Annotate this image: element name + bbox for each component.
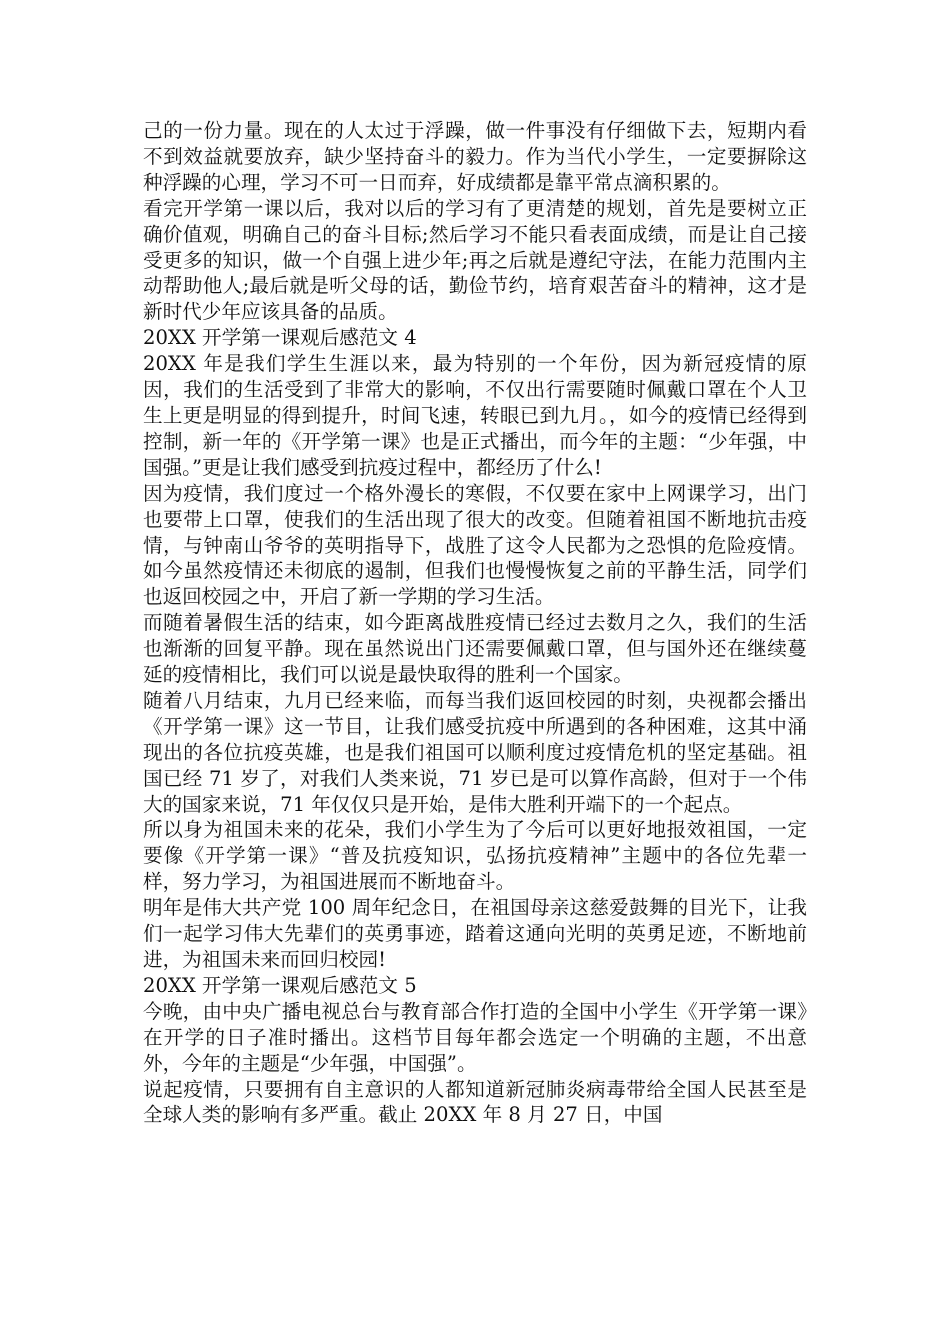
paragraph-6: 随着八月结束，九月已经来临，而每当我们返回校园的时刻，央视都会播出《开学第一课》这一节目，让我们感受抗疫中所遇到的各种困难，这其中涌现出的各位抗疫英雄，也是我们祖国可以顺利度过疫情危机的坚定基础。祖国已经 71 岁了，对我们人类来说，71 岁已是可以算作高龄，但对于一个伟大的国家来说，71 年仅仅只是开始，是伟大胜利开端下的一个起点。 (143, 688, 807, 816)
paragraph-2: 看完开学第一课以后，我对以后的学习有了更清楚的规划，首先是要树立正确价值观，明确自己的奋斗目标;然后学习不能只看表面成绩，而是让自己接受更多的知识，做一个自强上进少年;再之后就是遵纪守法，在能力范围内主动帮助他人;最后就是听父母的话，勤俭节约，培育艰苦奋斗的精神，这才是新时代少年应该具备的品质。 (143, 196, 807, 324)
paragraph-5: 而随着暑假生活的结束，如今距离战胜疫情已经过去数月之久，我们的生活也渐渐的回复平静。现在虽然说出门还需要佩戴口罩，但与国外还在继续蔓延的疫情相比，我们可以说是最快取得的胜利一个国家。 (143, 611, 807, 687)
section-heading-5: 20XX 开学第一课观后感范文 5 (143, 973, 417, 997)
paragraph-3: 20XX 年是我们学生生涯以来，最为特别的一个年份，因为新冠疫情的原因，我们的生活受到了非常大的影响，不仅出行需要随时佩戴口罩在个人卫生上更是明显的得到提升，时间飞速，转眼已到九月。，如今的疫情已经得到控制，新一年的《开学第一课》也是正式播出，而今年的主题：“少年强，中国强。”更是让我们感受到抗疫过程中，都经历了什么! (143, 352, 807, 479)
section-heading-4: 20XX 开学第一课观后感范文 4 (143, 326, 417, 350)
paragraph-7: 所以身为祖国未来的花朵，我们小学生为了今后可以更好地报效祖国，一定要像《开学第一课》“普及抗疫知识，弘扬抗疫精神”主题中的各位先辈一样，努力学习，为祖国进展而不断地奋斗。 (143, 818, 807, 894)
paragraph-8: 明年是伟大共产党 100 周年纪念日，在祖国母亲这慈爱鼓舞的目光下，让我们一起学习伟大先辈们的英勇事迹，踏着这通向光明的英勇足迹，不断地前进，为祖国未来而回归校园! (143, 896, 807, 971)
paragraph-9: 今晚，由中央广播电视总台与教育部合作打造的全国中小学生《开学第一课》在开学的日子准时播出。这档节目每年都会选定一个明确的主题，不出意外，今年的主题是“少年强，中国强”。 (143, 999, 807, 1075)
paragraph-1: 己的一份力量。现在的人太过于浮躁，做一件事没有仔细做下去，短期内看不到效益就要放弃，缺少坚持奋斗的毅力。作为当代小学生，一定要摒除这种浮躁的心理，学习不可一日而弃，好成绩都是靠平常点滴积累的。 (143, 119, 807, 194)
paragraph-10: 说起疫情，只要拥有自主意识的人都知道新冠肺炎病毒带给全国人民甚至是全球人类的影响有多严重。截止 20XX 年 8 月 27 日，中国 (143, 1077, 807, 1127)
paragraph-4: 因为疫情，我们度过一个格外漫长的寒假，不仅要在家中上网课学习，出门也要带上口罩，使我们的生活出现了很大的改变。但随着祖国不断地抗击疫情，与钟南山爷爷的英明指导下，战胜了这令人民都为之恐惧的危险疫情。如今虽然疫情还未彻底的遏制，但我们也慢慢恢复之前的平静生活，同学们也返回校园之中，开启了新一学期的学习生活。 (143, 481, 807, 609)
document-page (143, 118, 807, 1128)
